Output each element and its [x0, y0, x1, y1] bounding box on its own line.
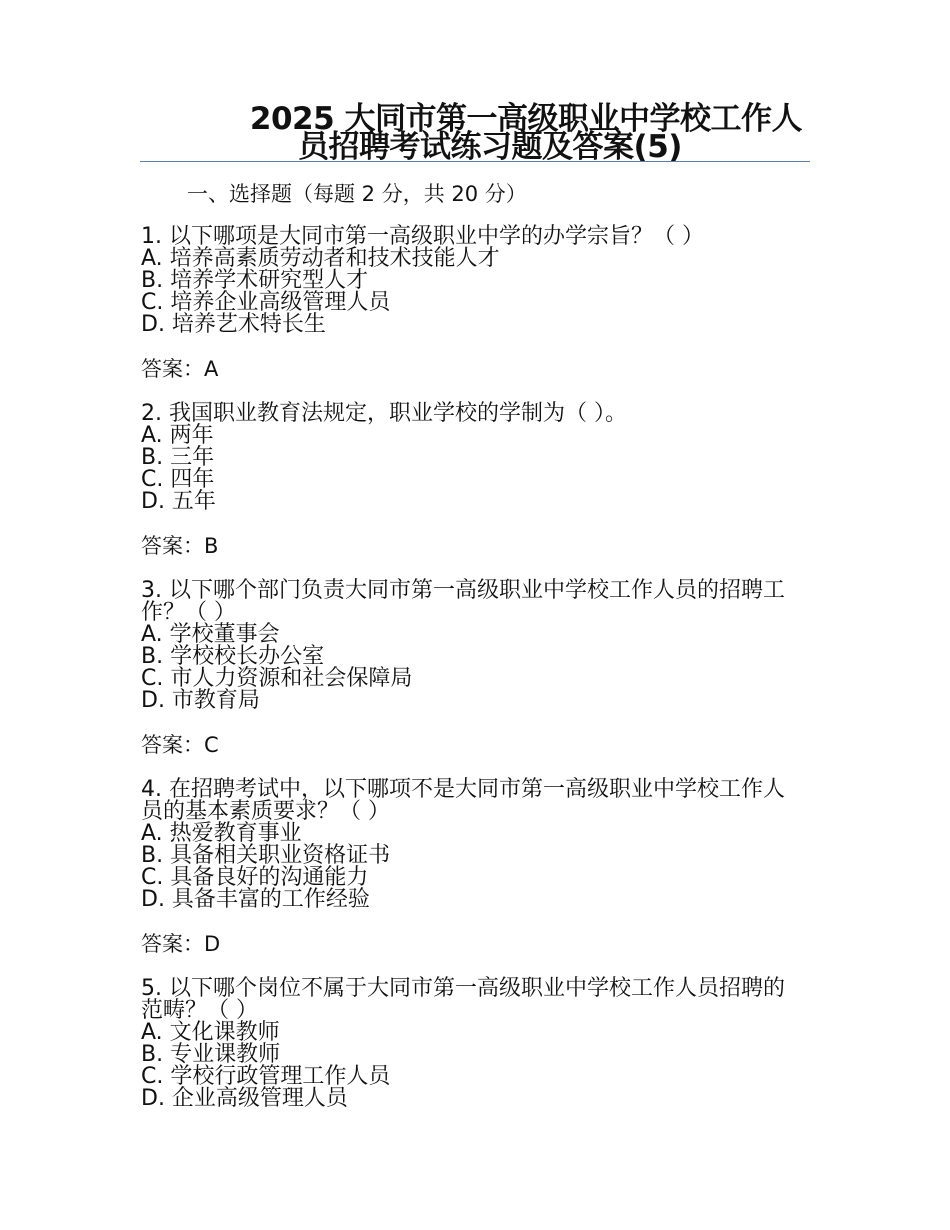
option-d: D. 市教育局: [141, 688, 260, 713]
option-b: B. 具备相关职业资格证书: [141, 843, 391, 868]
answer-label: 答案：C: [141, 733, 219, 757]
answer-label: 答案：D: [141, 932, 221, 956]
option-b: B. 三年: [141, 445, 215, 470]
question-item: [141, 226, 801, 336]
answer-label: 答案：B: [141, 534, 219, 558]
option-c: C. 培养企业高级管理人员: [141, 290, 391, 315]
title-line-1: 2025 大同市第一高级职业中学校工作人: [249, 101, 802, 137]
document-title: [140, 101, 810, 165]
question-item: [141, 978, 801, 1110]
option-a: A. 学校董事会: [141, 622, 280, 647]
title-line-2: 员招聘考试练习题及答案(5): [298, 129, 682, 165]
question-text: 2. 我国职业教育法规定，职业学校的学制为（ ）。: [141, 401, 627, 426]
question-item: [141, 403, 801, 513]
option-a: A. 热爱教育事业: [141, 821, 302, 846]
option-c: C. 市人力资源和社会保障局: [141, 666, 413, 691]
option-a: A. 文化课教师: [141, 1020, 280, 1045]
option-d: D. 五年: [141, 489, 216, 514]
option-a: A. 培养高素质劳动者和技术技能人才: [141, 246, 500, 271]
option-b: B. 学校校长办公室: [141, 644, 325, 669]
option-c: C. 学校行政管理工作人员: [141, 1064, 391, 1089]
option-b: B. 培养学术研究型人才: [141, 268, 369, 293]
option-d: D. 具备丰富的工作经验: [141, 887, 370, 912]
option-b: B. 专业课教师: [141, 1042, 281, 1067]
option-c: C. 四年: [141, 467, 215, 492]
question-item: [141, 580, 801, 712]
answer-label: 答案：A: [141, 357, 219, 381]
section-heading: 一、选择题（每题 2 分，共 20 分）: [187, 182, 527, 206]
option-d: D. 培养艺术特长生: [141, 312, 326, 337]
option-a: A. 两年: [141, 423, 214, 448]
option-d: D. 企业高级管理人员: [141, 1086, 348, 1111]
question-text: 5. 以下哪个岗位不属于大同市第一高级职业中学校工作人员招聘的范畴？（ ）: [141, 976, 785, 1023]
title-divider: [140, 161, 810, 162]
question-item: [141, 779, 801, 911]
question-text: 1. 以下哪项是大同市第一高级职业中学的办学宗旨？（ ）: [141, 224, 704, 249]
question-list: [141, 226, 801, 1110]
option-c: C. 具备良好的沟通能力: [141, 865, 369, 890]
question-text: 3. 以下哪个部门负责大同市第一高级职业中学校工作人员的招聘工作？（ ）: [141, 578, 785, 625]
question-text: 4. 在招聘考试中，以下哪项不是大同市第一高级职业中学校工作人员的基本素质要求？（ ）: [141, 777, 785, 824]
